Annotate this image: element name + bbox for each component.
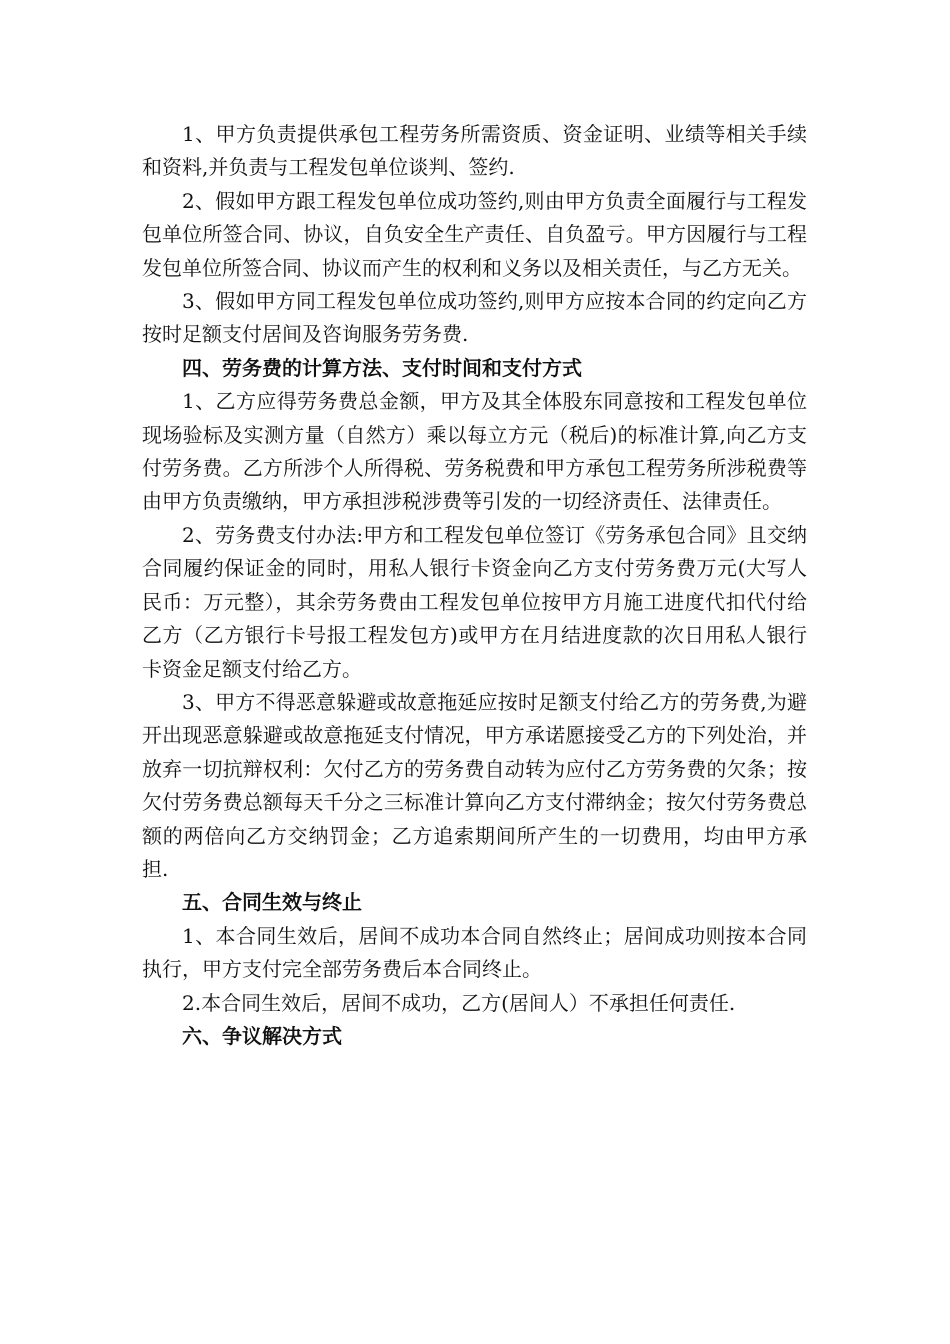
clause-3-item-2: 2、假如甲方跟工程发包单位成功签约,则由甲方负责全面履行与工程发包单位所签合同、协议，自负安全生产责任、自负盈亏。甲方因履行与工程发包单位所签合同、协议而产生的权利和义务以及相关责任，与乙方无关。 bbox=[142, 188, 807, 280]
clause-4-item-1: 1、乙方应得劳务费总金额，甲方及其全体股东同意按和工程发包单位现场验标及实测方量（自然方）乘以每立方元（税后)的标准计算,向乙方支付劳务费。乙方所涉个人所得税、劳务税费和甲方承包工程劳务所涉税费等由甲方负责缴纳，甲方承担涉税涉费等引发的一切经济责任、法律责任。 bbox=[142, 389, 807, 514]
clause-4-item-3: 3、甲方不得恶意躲避或故意拖延应按时足额支付给乙方的劳务费,为避开出现恶意躲避或故意拖延支付情况，甲方承诺愿接受乙方的下列处治，并放弃一切抗辩权利：欠付乙方的劳务费自动转为应付乙方劳务费的欠条；按欠付劳务费总额每天千分之三标准计算向乙方支付滞纳金；按欠付劳务费总额的两倍向乙方交纳罚金；乙方追索期间所产生的一切费用，均由甲方承担. bbox=[142, 689, 807, 881]
clause-5-item-2: 2.本合同生效后，居间不成功，乙方(居间人）不承担任何责任. bbox=[182, 990, 736, 1015]
clause-3-item-1: 1、甲方负责提供承包工程劳务所需资质、资金证明、业绩等相关手续和资料,并负责与工程发包单位谈判、签约. bbox=[142, 122, 807, 180]
section-heading-4: 四、劳务费的计算方法、支付时间和支付方式 bbox=[182, 355, 582, 380]
section-heading-5: 五、合同生效与终止 bbox=[182, 890, 362, 915]
clause-5-item-1: 1、本合同生效后，居间不成功本合同自然终止；居间成功则按本合同执行，甲方支付完全部劳务费后本合同终止。 bbox=[142, 923, 807, 982]
contract-body bbox=[142, 118, 807, 1053]
clause-3-item-3: 3、假如甲方同工程发包单位成功签约,则甲方应按本合同的约定向乙方按时足额支付居间及咨询服务劳务费. bbox=[142, 289, 807, 347]
section-heading-6: 六、争议解决方式 bbox=[182, 1023, 342, 1048]
clause-4-item-2: 2、劳务费支付办法:甲方和工程发包单位签订《劳务承包合同》且交纳合同履约保证金的同时，用私人银行卡资金向乙方支付劳务费万元(大写人民币：万元整），其余劳务费由工程发包单位按甲方月施工进度代扣代付给乙方（乙方银行卡号报工程发包方)或甲方在月结进度款的次日用私人银行卡资金足额支付给乙方。 bbox=[142, 522, 807, 681]
